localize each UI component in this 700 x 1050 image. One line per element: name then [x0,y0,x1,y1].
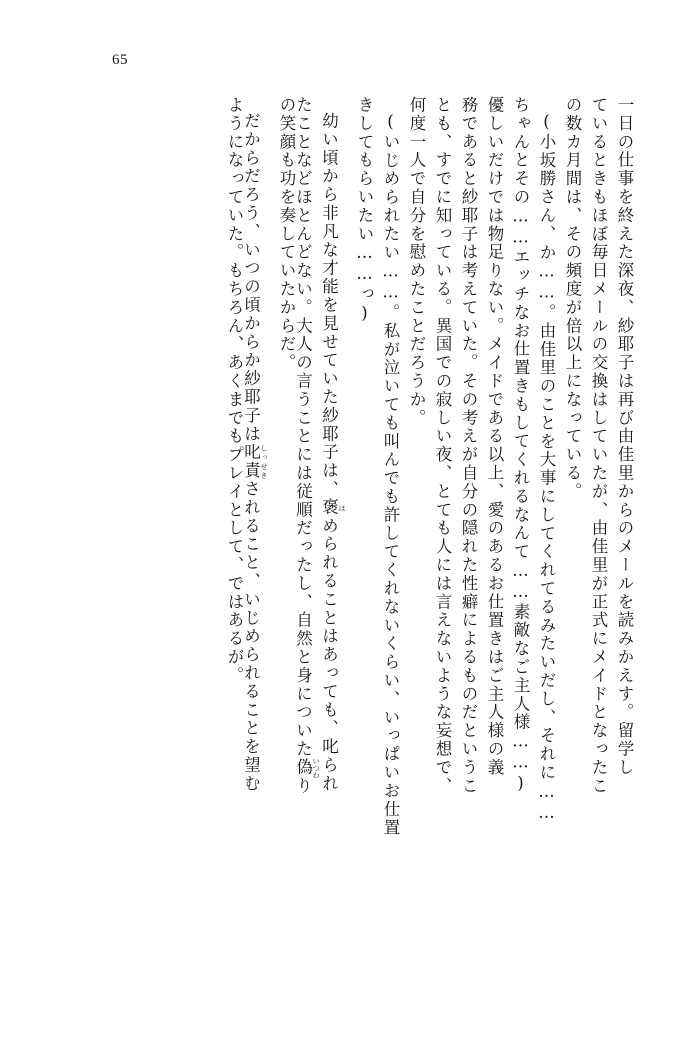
ruby-annotation: 褒 ほ [319,498,346,517]
text-line: きしてもらいたい……っ) [355,96,374,325]
text-line: 何度一人で自分を慰めたことだろうか。 [407,96,426,428]
vertical-text-block [84,96,632,996]
text-line: 一日の仕事を終えた深夜、紗耶子は再び由佳里からのメールを読みかえす。留学し [615,96,634,777]
text-line: 幼い頃から非凡な才能を見せていた紗耶子は、褒 ほめられることはあっても、叱られ [319,112,346,793]
text-line: の数カ月間は、その頻度が倍以上になっている。 [563,96,582,501]
text-line: 務であると紗耶子は考えていた。その考えが自分の隠れた性癖によるものだというこ [459,96,478,796]
text-line: (いじめられたい……。私が泣いても叫んでも許してくれないくらい、いっぱいお仕置 [381,112,400,838]
text-line: ちゃんとその……エッチなお仕置きもしてくれるなんて……素敵なご主人様……) [511,96,530,795]
text-line: (小坂勝さん、か……。由佳里のことを大事にしてくれてるみたいだし、それに…… [537,112,556,824]
text-line: ようになっていた。もちろん、あくまでもプレイとして、ではあるが。 [225,96,244,685]
ruby-annotation: 叱責 しっせき [241,443,268,481]
text-line: とも、すでに知っている。異国での寂しい夜、とても人には言えないような妄想で、 [433,96,452,796]
ruby-annotation: 偽 いつわ [293,757,320,779]
text-line: たことなどほとんどない。大人の言うことには従順だったし、自然と身についた偽 いつわり [293,96,320,796]
text-line: ているときもほぼ毎日メールの交換はしていたが、由佳里が正式にメイドとなったこ [589,96,608,796]
text-line: だからだろう、いつの頃からか紗耶子は叱責 しっせきされること、いじめられることを望む [241,112,268,793]
page-number: 65 [112,52,128,68]
text-line: 優しいだけでは物足りない。メイドである以上、愛のあるお仕置きはご主人様の義 [485,96,504,777]
text-line: の笑顔も功を奏していたからだ。 [277,96,296,372]
